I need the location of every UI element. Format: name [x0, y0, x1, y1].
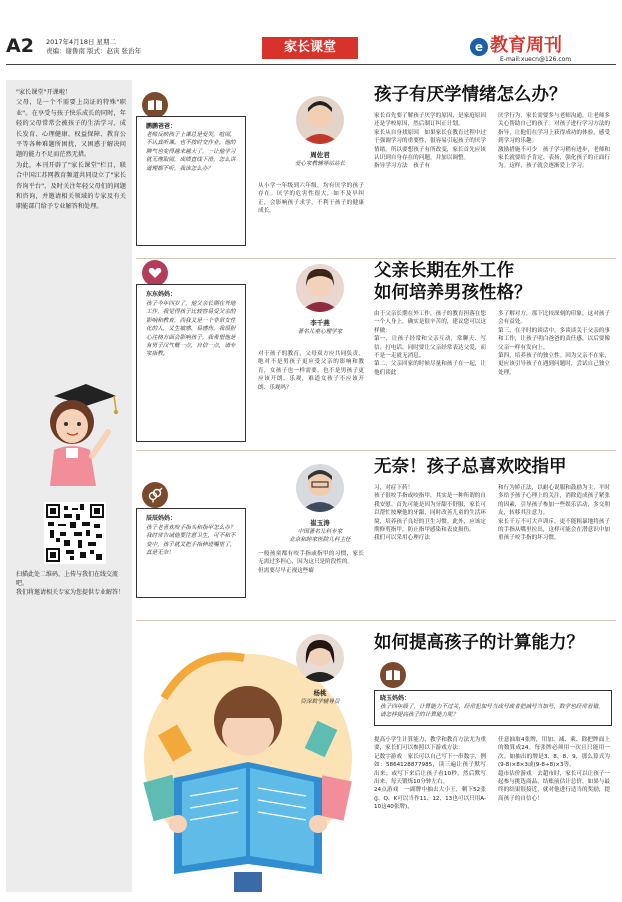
- expert-title: 资深数学辅导员: [300, 699, 340, 705]
- article-title: 孩子有厌学情绪怎么办？: [374, 85, 567, 105]
- question-text: 孩子四年级了，计算能力不过关，经常犯加号当成号或者把减号当加号，数学也经常看错，请怎样提高孩子的计算能力呢？: [380, 704, 604, 719]
- expert-name: 崔玉涛: [310, 519, 330, 527]
- sidebar-intro: "家长课堂"开课啦！ 父母，是一个不需要上岗证的特殊"职业"。在享受与孩子快乐成长的同时，年轻的父母常常会被孩子的生活学习、成长发育、心理健康、权益保障、教育公平等各种难题所困扰，又困惑于解决问题的能力不足而茫然无措。 为此，本刊开辟了"家长课堂"栏目，联合中国江苏网教育频道共同设立了"家长咨询平台"，及时关注年轻父母们的问题和咨询，并邀请相关领域的专家及有关职能部门给予专业解答和处理。: [16, 89, 126, 211]
- book-icon: [380, 662, 406, 688]
- answer-column-3: 多了解对方，那下比较深刻的印象，这对孩子会有益处。 第三，在平时的谈话中，多谈谈关于父亲的事和工作，让孩子明白爸爸的责任感，以后要像父亲一样有发向上。 第四，培养孩子的独立性。因为父亲不在家，更应该引导孩子在遇到问题时，尝试自己独立处理。: [498, 311, 610, 376]
- qr-caption: 扫描此处二维码，上传与我们在线交流吧。 我们将邀请相关专家为您提供专业解答！: [16, 571, 125, 597]
- expert-title: 中国著名儿科专家 北京和睦家医院儿科主任: [289, 529, 351, 544]
- answer-intro: 一般孩童都有咬手指或指甲的习惯，家长无需过多担心，因为这只是阶段性的。 但需要尽早正视这些癖: [258, 551, 364, 574]
- divider: [136, 450, 616, 451]
- answer-column-3: 和行为矫正法，以耐心说服和鼓励为主，平时多给予孩子心理上的关注，消除造成孩子紧张的因素，引导孩子参加一些娱乐活动，多交朋友，转移其注意力。 家长千万不可大声训斥，更不能粗暴地将孩子的手指从嘴里拉出，这样可能会在潜意识中加重孩子咬手指的坏习惯。: [498, 485, 610, 542]
- answer-column-2: 习，对症下药！ 孩子很咬手指或咬指甲，其实是一种所谓的自我安慰。首先可能是因为牙龈不舒服，家长可以帮忙按摩他的牙龈，同时改善儿童的生活环境，培养孩子良好的卫生习惯。此外，应该定期修剪指甲，防止指甲感染和表皮损伤。 我们可以采用心理疗法: [374, 485, 486, 542]
- expert-title: 著名儿童心理学家: [297, 329, 343, 335]
- answer-intro: 从小学一年级到六年级，均有厌学的孩子存在。厌学的危害性很大，如不及早纠正，会影响孩子求学，不利于孩子的健康成长。: [258, 183, 364, 215]
- expert-photo: [296, 634, 344, 682]
- expert-name: 周佐君: [310, 151, 330, 159]
- question-text: 老师反映孩子上课总是爱哭，喧闹，不认真听课。也不按时交作业。他的脾气也变得越来越大了，一让他学习就无理取闹，成绩直线下滑，怎么讲道理都不听，我该怎么办？: [146, 132, 236, 172]
- answer-column-3: 任意抽取4张牌，用加、减、乘、除把牌面上的数算成24。每张牌必须用一次且只能用一次。如抽出的牌是3、8、8、9，那么算式为(9-8)×8×3或(9-8÷8)×3等。 超市估价游戏 去超市时，家长可以让孩子一起参与挑选商品，结账前估计总价，如果与最终的结果很接近，就对他进行适当的奖励，提高孩子的自信心！: [498, 737, 610, 802]
- article-title: 如何提高孩子的计算能力？: [374, 633, 584, 653]
- gender-symbols-icon: [142, 482, 168, 508]
- section-title: 家长课堂: [262, 37, 358, 59]
- issue-date: 2017年4月18日 星期二: [46, 38, 117, 46]
- teacher-illustration: [28, 376, 120, 486]
- book-icon: [142, 92, 168, 118]
- answer-column-2: 家长首先要了解孩子厌学的原因，是家庭原因还是学校原因，然后制订纠正计划。 家长从自身找原因 如果家长在教育过程中过于强调学习的重要性，很容易引起孩子的厌学情绪。所以要想孩子有所改变，家长首先应该认识到自身存在的问题，并加以调整。 指导学习方法 孩子有: [374, 113, 486, 170]
- answer-column-3: 厌学行为，家长需要多与老师沟通，让老师多关心帮助自己的孩子。对孩子进行学习方法的指导，让他们在学习上获得成功的体验，感受到学习的乐趣。 激励措施不可少 孩子学习稍有进步，老师和家长就要给予肯定、表扬，强化孩子的正面行为。这样，孩子就会逐渐爱上学习。: [498, 113, 610, 170]
- brand-name: 教育周刊: [490, 35, 562, 56]
- expert-name: 杨桃: [313, 689, 327, 697]
- asker-label: 辰辰妈妈：: [146, 515, 177, 522]
- page-number: A2: [6, 35, 34, 57]
- brand-logo-icon: e: [470, 38, 488, 56]
- question-text: 孩子今年四岁了，他父亲长期在外地工作，我觉得孩子比较容易受父亲的影响和教育，尚我又是一个非常女性化的人，又生敏感、易感伤，我很担心往格方面会影响孩子，我希望他是有男子汉气概一点，自信一点，请专家指教。: [146, 301, 236, 358]
- heart-hand-icon: [142, 260, 168, 286]
- article-title: 父亲长期在外工作 如何培养男孩性格？: [374, 261, 532, 303]
- expert-photo: [296, 464, 344, 512]
- expert-name: 李千燕: [310, 319, 330, 327]
- editor-credits: 责编：谢鲁南 版式：赵寅 张治年: [46, 47, 142, 55]
- header-rule: [6, 64, 616, 65]
- contact-email: E-mail:xuecn@126.com: [500, 56, 572, 63]
- expert-photo: [296, 96, 344, 144]
- qr-code[interactable]: [44, 502, 106, 564]
- answer-column-2: 由于父亲长期在外工作，孩子的教育担落在您一个人身上，确实是很辛苦的，建议您可以这样做： 第一，让孩子经常和父亲互动，常聊天、写信、打电话，同时要让父亲经常表达父爱，而不是一走就无消息。 第二，父亲回家的时候尽量和孩子在一起，让他们谈此: [374, 311, 486, 376]
- answer-column-2: 提高小学生计算能力，教学和教育方法尤为重要，家长们可以参照以下游戏方法： 记数字游戏 家长可以自己写下一串数字，例如：5864128877985，读三遍让孩子默写出来；或写下来后让孩子看10秒，然后默写出来，每天锻炼10分钟左右。 24点游戏 一副牌中抽去大小王，剩下52张(J、Q、K可以当作11、12、13也可以只用A-10这40张牌)，: [374, 737, 486, 811]
- article-title: 无奈！孩子总喜欢咬指甲: [374, 457, 567, 477]
- asker-label: 鹏鹏爸爸：: [146, 123, 177, 130]
- asker-label: 晓玉妈妈：: [380, 695, 411, 702]
- divider: [136, 620, 616, 621]
- question-text: 孩子老喜欢咬手指头和指甲怎么办？我时常告诫他要注意卫生，可不和不变中，孩子就又把手指伸进嘴里了，真是无奈！: [146, 525, 236, 557]
- expert-title: 爱心家教辅导站站长: [294, 161, 346, 167]
- asker-label: 东东妈妈：: [146, 291, 177, 298]
- answer-intro: 对于孩子的教育，父母双方应共同负责，绝对不是男孩子更应受父亲的影响和教育，女孩子也一样需要。也不是男孩子更应该开朗、乐观，难道女孩子不应该开朗、乐观吗？: [258, 351, 364, 391]
- expert-photo: [296, 264, 344, 312]
- divider: [136, 258, 616, 259]
